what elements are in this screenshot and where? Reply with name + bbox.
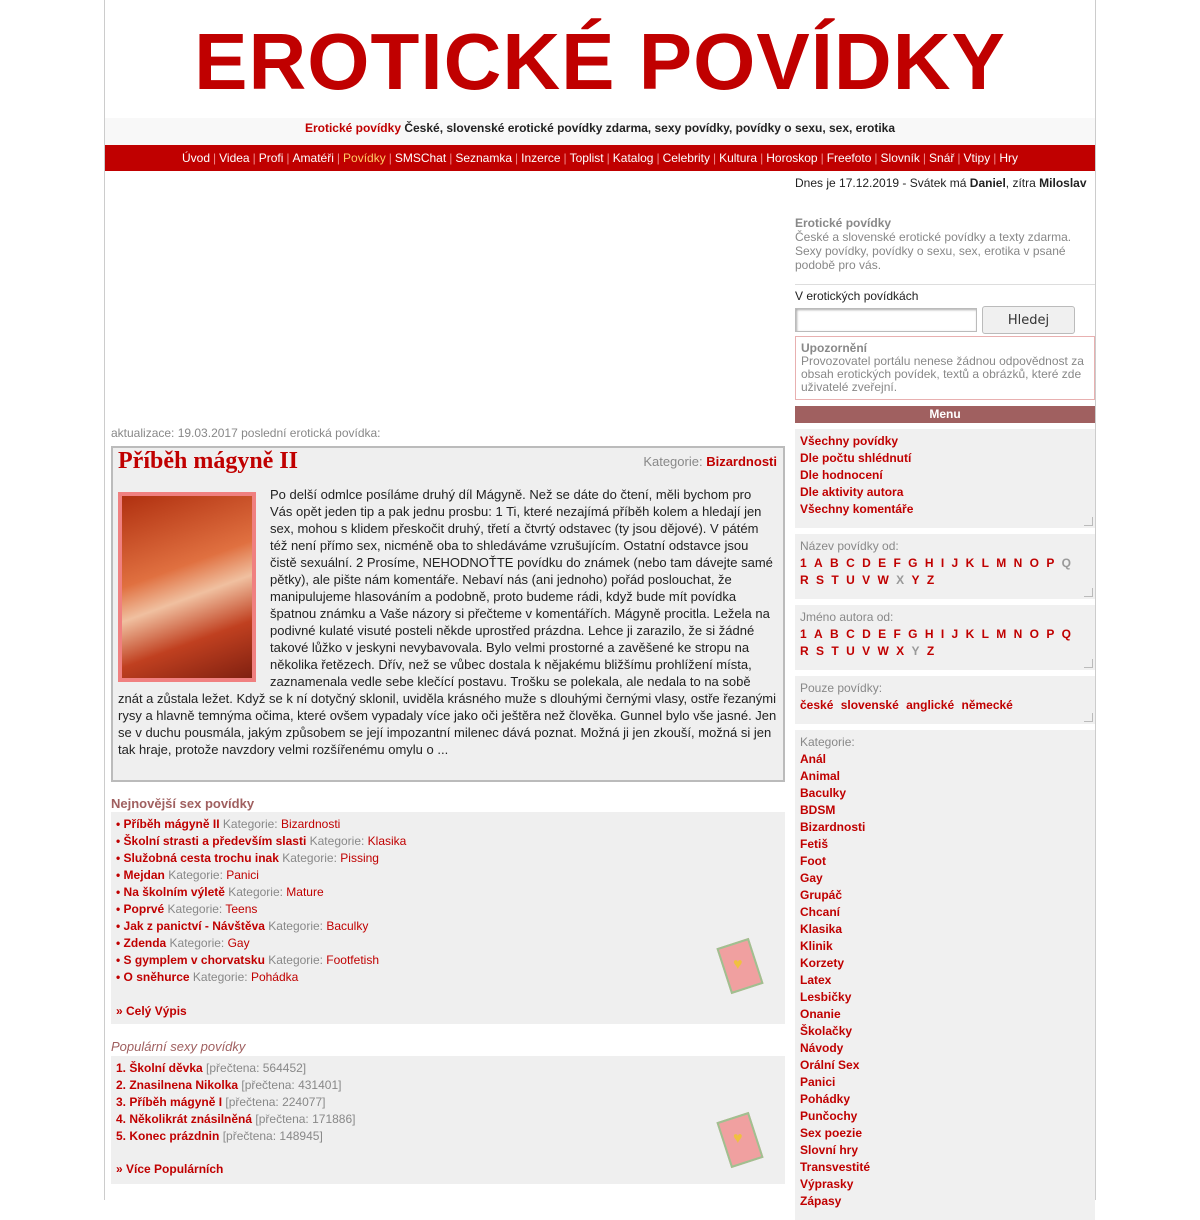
language-link[interactable]: slovenské	[840, 698, 899, 712]
nav-item[interactable]: Videa	[219, 151, 250, 165]
letter-link[interactable]: B	[830, 556, 839, 570]
nav-separator: |	[922, 151, 927, 165]
category-label: Kategorie:	[164, 902, 226, 916]
letter-link[interactable]: J	[951, 556, 959, 570]
page-wrapper	[104, 0, 1096, 1208]
category-item[interactable]: Klinik	[800, 939, 833, 953]
letter-link[interactable]: W	[877, 573, 889, 587]
category-item[interactable]: Bizardnosti	[800, 820, 866, 834]
category-item[interactable]: Výprasky	[800, 1177, 854, 1191]
category-label: Kategorie:	[189, 970, 251, 984]
story-link[interactable]: • Poprvé	[116, 902, 165, 916]
letter-link[interactable]: A	[814, 556, 823, 570]
nav-separator: |	[213, 151, 217, 165]
letter-link[interactable]: N	[1013, 627, 1023, 641]
language-list	[800, 697, 1090, 714]
nav-separator: |	[388, 151, 392, 165]
category-item[interactable]: Latex	[800, 973, 832, 987]
nav-separator: |	[993, 151, 997, 165]
letter-link[interactable]: N	[1013, 556, 1023, 570]
about-text: České a slovenské erotické povídky a texty zdarma. Sexy povídky, povídky o sexu, sex, erotika v psané podobě pro vás.	[795, 230, 1072, 272]
tagline-text: České, slovenské erotické povídky zdarma, sexy povídky, povídky o sexu, sex, erotika	[404, 121, 896, 135]
letter-link[interactable]: F	[893, 627, 901, 641]
list-item	[116, 850, 780, 867]
letter-link[interactable]: J	[951, 627, 959, 641]
warning-box	[795, 336, 1095, 400]
category-item[interactable]: Slovní hry	[800, 1143, 859, 1157]
category-item[interactable]: Školačky	[800, 1024, 853, 1038]
story-category-label: Kategorie:	[643, 454, 703, 469]
story-category	[643, 454, 777, 469]
category-link[interactable]: Teens	[225, 902, 258, 916]
list-item	[116, 1060, 780, 1077]
date-mid: , zítra	[1005, 176, 1036, 190]
category-link[interactable]: Baculky	[326, 919, 369, 933]
warning-title: Upozornění	[801, 341, 867, 355]
category-link[interactable]: Mature	[286, 885, 324, 899]
category-item[interactable]: Pohádky	[800, 1092, 851, 1106]
list-item	[116, 952, 780, 969]
menu-box	[795, 429, 1095, 528]
category-item[interactable]: Klasika	[800, 922, 843, 936]
category-link[interactable]: Footfetish	[326, 953, 379, 967]
list-item	[116, 1094, 780, 1111]
language-link[interactable]: české	[800, 698, 834, 712]
letter-link[interactable]: M	[996, 556, 1007, 570]
story-link[interactable]: • Služobná cesta trochu inak	[116, 851, 279, 865]
letter-link[interactable]: G	[908, 556, 918, 570]
nav-item[interactable]: Úvod	[181, 151, 210, 165]
story-link[interactable]: • Mejdan	[116, 868, 165, 882]
list-item	[116, 833, 780, 850]
nav-separator: |	[760, 151, 764, 165]
category-link[interactable]: Pissing	[340, 851, 379, 865]
author-index-label: Jméno autora od:	[800, 610, 894, 624]
letter-link[interactable]: F	[893, 556, 901, 570]
read-count: [přečtena: 431401]	[238, 1078, 342, 1092]
tagline	[105, 118, 1095, 145]
letter-disabled: Y	[911, 644, 920, 658]
about-title: Erotické povídky	[795, 216, 892, 230]
story-link[interactable]: • O sněhurce	[116, 970, 190, 984]
letter-link[interactable]: Q	[1061, 627, 1072, 641]
letter-link[interactable]: 1	[800, 627, 807, 641]
category-item[interactable]: Punčochy	[800, 1109, 858, 1123]
site-title[interactable]: EROTICKÉ POVÍDKY	[194, 17, 1006, 106]
category-item[interactable]: Transvestité	[800, 1160, 871, 1174]
story-link[interactable]: • Zdenda	[116, 936, 167, 950]
category-item[interactable]: Grupáč	[800, 888, 843, 902]
story-link[interactable]: • Příběh mágyně II	[116, 817, 220, 831]
nav-item[interactable]: Kultura	[719, 151, 758, 165]
search-label: V erotických povídkách	[795, 289, 919, 303]
nav-separator: |	[606, 151, 610, 165]
category-item[interactable]: Foot	[800, 854, 826, 868]
newest-box	[111, 812, 785, 1024]
letter-link[interactable]: I	[940, 627, 945, 641]
category-link[interactable]: Klasika	[367, 834, 407, 848]
nav-item[interactable]: Slovník	[880, 151, 920, 165]
author-index-box	[795, 605, 1095, 670]
category-link[interactable]: Gay	[227, 936, 250, 950]
letter-link[interactable]: M	[996, 627, 1007, 641]
category-link[interactable]: Panici	[226, 868, 259, 882]
search-button[interactable]: Hledej	[982, 306, 1075, 334]
name-today: Daniel	[969, 176, 1006, 190]
letter-link[interactable]: X	[896, 644, 905, 658]
list-item	[116, 867, 780, 884]
menu-header: Menu	[795, 406, 1095, 423]
nav-separator: |	[286, 151, 290, 165]
letter-link[interactable]: 1	[800, 556, 807, 570]
letter-link[interactable]: T	[831, 644, 839, 658]
category-box	[795, 730, 1095, 1220]
letter-link[interactable]: U	[846, 573, 855, 587]
letter-link[interactable]: I	[940, 556, 945, 570]
category-item[interactable]: Fetiš	[800, 837, 829, 851]
about-block	[795, 216, 1095, 272]
letter-link[interactable]: O	[1029, 556, 1039, 570]
letter-link[interactable]: P	[1046, 627, 1055, 641]
letter-link[interactable]: V	[862, 573, 871, 587]
list-item	[116, 1111, 780, 1128]
read-count: [přečtena: 148945]	[219, 1129, 323, 1143]
letter-link[interactable]: H	[924, 556, 934, 570]
language-link[interactable]: anglické	[906, 698, 955, 712]
list-item	[116, 1128, 780, 1145]
story-title[interactable]: Příběh mágyně II	[118, 448, 298, 474]
search-form	[795, 306, 1095, 332]
nav-separator: |	[252, 151, 256, 165]
category-item[interactable]: Chcaní	[800, 905, 841, 919]
nav-item[interactable]: Horoskop	[766, 151, 818, 165]
newest-list	[111, 812, 785, 990]
nav-separator: |	[336, 151, 341, 165]
main-nav	[105, 145, 1095, 171]
story-image[interactable]	[118, 492, 256, 682]
name-tomorrow: Miloslav	[1039, 176, 1087, 190]
list-item	[116, 1077, 780, 1094]
full-list-link[interactable]: » Celý Výpis	[116, 1004, 187, 1018]
read-count: [přečtena: 224077]	[222, 1095, 326, 1109]
list-item	[116, 935, 780, 952]
nav-item[interactable]: SMSChat	[394, 151, 447, 165]
letter-link[interactable]: E	[878, 627, 887, 641]
category-link[interactable]: Pohádka	[250, 970, 299, 984]
story-link[interactable]: • S gymplem v chorvatsku	[116, 953, 265, 967]
date-text: Dnes je 17.12.2019 - Svátek má	[795, 176, 967, 190]
latest-story	[111, 446, 785, 782]
nav-item[interactable]: Vtipy	[963, 151, 991, 165]
list-item	[116, 884, 780, 901]
letter-disabled: Q	[1061, 556, 1072, 570]
book-heart-icon: ♥	[715, 1110, 769, 1164]
category-label: Kategorie:	[219, 817, 281, 831]
letter-link[interactable]: A	[814, 627, 823, 641]
letter-link[interactable]: H	[924, 627, 934, 641]
nav-separator: |	[449, 151, 453, 165]
nav-item[interactable]: Povídky	[343, 151, 386, 165]
author-index-letters	[800, 626, 1090, 660]
category-item[interactable]: Animal	[800, 769, 841, 783]
letter-link[interactable]: V	[862, 644, 871, 658]
letter-link[interactable]: E	[878, 556, 887, 570]
search-input[interactable]	[795, 308, 977, 332]
category-label: Kategorie:	[224, 885, 287, 899]
category-list	[800, 751, 1090, 1210]
menu-item[interactable]: Dle aktivity autora	[800, 485, 904, 499]
story-link[interactable]: 2. Znasilnena Nikolka	[116, 1078, 239, 1092]
story-excerpt: Po delší odmlce posíláme druhý díl Mágyně. Než se dáte do čtení, měli bychom pro Vás opět jeden tip a pak jednu prosbu: 1 Ti, které nezajímá příběh kolem a hledají jen sex, mohou s klidem přeskočit druhý, třetí a čtvrtý odstavec (ty jsou dějové). V pátém též není přímo sex, nicméně oba to shledáváme vzrušujícím. Ostatní odstavce jsou čistě sexuální. 2 Prosíme, NEHODNOŤTE povídku do známek (nebo tam dávejte samé pětky), ale pište nám komentáře. Nebaví nás (ani jednoho) pořád poslouchat, že manipulujeme hlasováním a podobně, proto budeme rádi, když bude mít povídka špatnou známku a Vaše názory si přečteme v komentářích. Mágyně procitla. Ležela na podivné kulaté visuté posteli někde uprostřed prázdna. Lehce ji zarazilo, že si žádné takové lůžko v jeskyni nevybavovala. Bylo velmi prostorné a zavěšené ke stropu na několika řetězech. Dřív, než se vůbec dostala k nějakému bližšímu prohlížení místa, zaznamenala vedle sebe klečící postavu. Trošku se polekala, ale nedala to na sobě znát a zůstala ležet. Když se k ní dotyčný sklonil, uviděla krásného muže s dlouhými černými vlasy, ostře řezanými rysy a hlavně temnýma očima, které ovšem vypadaly více jako oči ještěra než člověka. Gunnel bylo vše jasné. Jen se v duchu pousmála, jakým způsobem se její impozantní milenec dává poznat. Možná ji jen zkouší, možná si jen tak hraje, protože navzdory velmi rozšířenému omylu o ...	[118, 487, 777, 757]
nav-item[interactable]: Hry	[999, 151, 1018, 165]
category-label: Kategorie:	[306, 834, 368, 848]
list-item	[116, 969, 780, 986]
category-item[interactable]: Orální Sex	[800, 1058, 860, 1072]
story-link[interactable]: 3. Příběh mágyně I	[116, 1095, 223, 1109]
category-item[interactable]: Návody	[800, 1041, 844, 1055]
category-item[interactable]: Baculky	[800, 786, 847, 800]
story-link[interactable]: 1. Školní děvka	[116, 1061, 203, 1075]
category-item[interactable]: Onanie	[800, 1007, 841, 1021]
update-info: aktualizace: 19.03.2017 poslední erotická povídka:	[111, 426, 381, 440]
date-line	[795, 172, 1095, 190]
title-index-label: Název povídky od:	[800, 539, 899, 553]
title-index-box	[795, 534, 1095, 599]
letter-link[interactable]: Z	[926, 644, 935, 658]
letter-disabled: X	[896, 573, 905, 587]
category-item[interactable]: Korzety	[800, 956, 845, 970]
letter-link[interactable]: C	[846, 627, 855, 641]
category-item[interactable]: Anál	[800, 752, 827, 766]
language-link[interactable]: německé	[961, 698, 1013, 712]
letter-link[interactable]: D	[862, 627, 871, 641]
nav-separator: |	[820, 151, 824, 165]
nav-separator: |	[563, 151, 567, 165]
newest-title: Nejnovější sex povídky	[111, 796, 255, 811]
nav-item[interactable]: Amatéři	[292, 151, 334, 165]
menu-item[interactable]: Všechny povídky	[800, 434, 899, 448]
popular-box	[111, 1056, 785, 1184]
title-index-letters	[800, 555, 1090, 589]
letter-link[interactable]: G	[908, 627, 918, 641]
nav-separator: |	[957, 151, 961, 165]
letter-link[interactable]: L	[981, 556, 989, 570]
category-label: Kategorie:	[264, 953, 327, 967]
letter-link[interactable]: P	[1046, 556, 1055, 570]
letter-link[interactable]: R	[800, 573, 809, 587]
letter-link[interactable]: Z	[926, 573, 935, 587]
more-popular-link[interactable]: » Více Populárních	[116, 1162, 224, 1176]
category-item[interactable]: BDSM	[800, 803, 836, 817]
nav-separator: |	[712, 151, 717, 165]
nav-item[interactable]: Celebrity	[662, 151, 710, 165]
letter-link[interactable]: W	[877, 644, 889, 658]
category-label: Kategorie:	[264, 919, 327, 933]
popular-title: Populární sexy povídky	[111, 1039, 246, 1054]
letter-link[interactable]: D	[862, 556, 871, 570]
read-count: [přečtena: 564452]	[202, 1061, 307, 1075]
letter-link[interactable]: U	[846, 644, 855, 658]
story-link[interactable]: 4. Několikrát znásilněná	[116, 1112, 253, 1126]
list-item	[116, 901, 780, 918]
letter-link[interactable]: K	[965, 556, 975, 570]
nav-item[interactable]: Profi	[258, 151, 284, 165]
nav-separator: |	[515, 151, 519, 165]
menu-item[interactable]: Dle počtu shlédnutí	[800, 451, 912, 465]
nav-item[interactable]: Seznamka	[455, 151, 513, 165]
menu-item[interactable]: Dle hodnocení	[800, 468, 883, 482]
story-category-link[interactable]: Bizardnosti	[706, 454, 777, 469]
popular-list	[111, 1056, 785, 1149]
nav-item[interactable]: Katalog	[612, 151, 654, 165]
category-label: Kategorie:	[166, 936, 228, 950]
letter-link[interactable]: B	[830, 627, 839, 641]
category-item[interactable]: Gay	[800, 871, 823, 885]
list-item	[116, 918, 780, 935]
category-link[interactable]: Bizardnosti	[280, 817, 341, 831]
letter-link[interactable]: R	[800, 644, 809, 658]
site-header	[105, 0, 1095, 118]
language-box	[795, 676, 1095, 724]
category-label: Kategorie:	[800, 735, 855, 749]
letter-link[interactable]: L	[981, 627, 989, 641]
story-link[interactable]: • Jak z panictví - Návštěva	[116, 919, 265, 933]
category-item[interactable]: Lesbičky	[800, 990, 852, 1004]
nav-item[interactable]: Inzerce	[521, 151, 561, 165]
nav-item[interactable]: Toplist	[569, 151, 604, 165]
category-item[interactable]: Sex poezie	[800, 1126, 863, 1140]
nav-separator: |	[656, 151, 660, 165]
nav-item[interactable]: Snář	[929, 151, 955, 165]
book-heart-icon: ♥	[715, 936, 769, 990]
letter-link[interactable]: C	[846, 556, 855, 570]
tagline-brand-link[interactable]: Erotické povídky	[304, 121, 401, 135]
category-item[interactable]: Zápasy	[800, 1194, 842, 1208]
language-label: Pouze povídky:	[800, 681, 883, 695]
sidebar	[795, 172, 1095, 1220]
category-label: Kategorie:	[278, 851, 341, 865]
letter-link[interactable]: S	[816, 573, 825, 587]
letter-link[interactable]: S	[816, 644, 825, 658]
story-link[interactable]: • Na školním výletě	[116, 885, 225, 899]
letter-link[interactable]: T	[831, 573, 839, 587]
letter-link[interactable]: O	[1029, 627, 1039, 641]
menu-item[interactable]: Všechny komentáře	[800, 502, 914, 516]
category-item[interactable]: Panici	[800, 1075, 836, 1089]
letter-link[interactable]: Y	[911, 573, 920, 587]
nav-separator: |	[874, 151, 878, 165]
story-link[interactable]: • Školní strasti a především slasti	[116, 834, 307, 848]
category-label: Kategorie:	[164, 868, 227, 882]
story-link[interactable]: 5. Konec prázdnin	[116, 1129, 220, 1143]
letter-link[interactable]: K	[965, 627, 975, 641]
warning-text: Provozovatel portálu nenese žádnou odpovědnost za obsah erotických povídek, textů a obrázků, které zde uživatelé zveřejní.	[801, 354, 1084, 394]
read-count: [přečtena: 171886]	[252, 1112, 356, 1126]
nav-item[interactable]: Freefoto	[826, 151, 872, 165]
list-item	[116, 816, 780, 833]
